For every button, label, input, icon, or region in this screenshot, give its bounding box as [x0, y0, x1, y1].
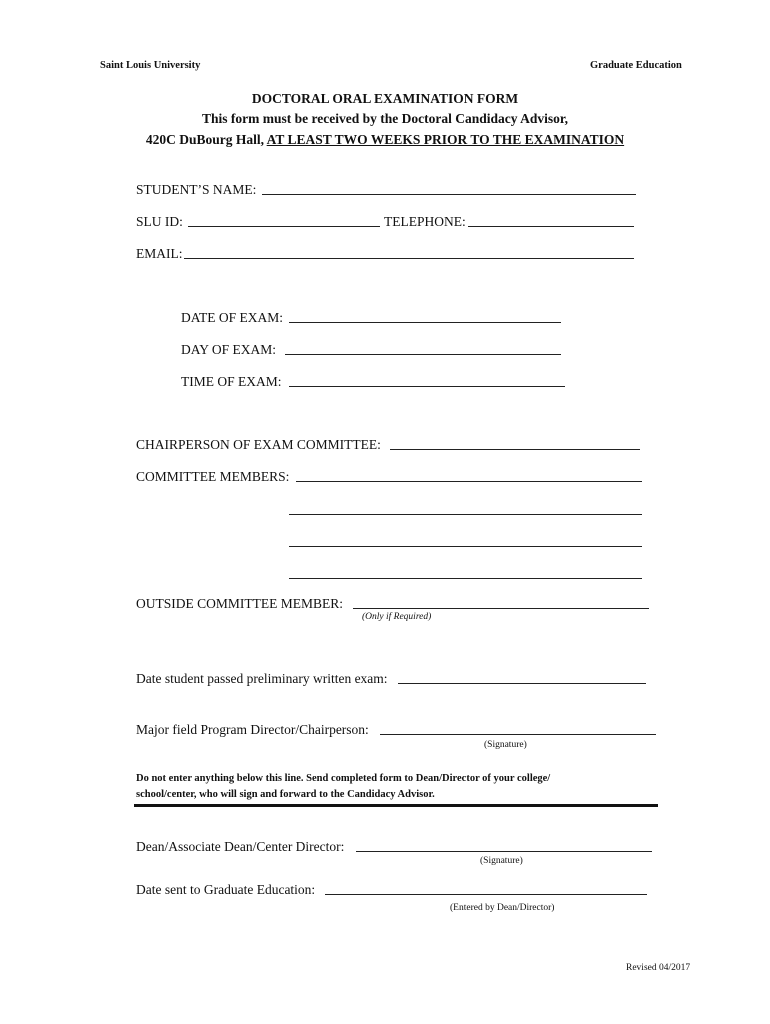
chairperson-field[interactable]	[390, 436, 640, 450]
revision-date: Revised 04/2017	[626, 963, 691, 973]
slu-id-label: SLU ID:	[136, 214, 183, 229]
exam-date-label: DATE OF EXAM:	[181, 310, 284, 325]
exam-day-label: DAY OF EXAM:	[181, 342, 277, 357]
prelim-date-field[interactable]	[398, 670, 646, 684]
form-instruction: This form must be received by the Doctoral Candidacy Advisor,	[202, 111, 568, 126]
email-field[interactable]	[184, 245, 634, 259]
chairperson-label: CHAIRPERSON OF EXAM COMMITTEE:	[136, 437, 381, 452]
slu-id-field[interactable]	[188, 213, 380, 227]
committee-member-field-3[interactable]	[289, 533, 642, 547]
student-name-label: STUDENT’S NAME:	[136, 182, 257, 197]
office-use-notice	[136, 771, 676, 803]
director-signature-field[interactable]	[380, 721, 656, 735]
email-label: EMAIL:	[136, 246, 183, 261]
department-name: Graduate Education	[590, 60, 682, 71]
telephone-field[interactable]	[468, 213, 634, 227]
outside-member-field[interactable]	[353, 595, 649, 609]
dean-signature-note: (Signature)	[480, 856, 523, 866]
committee-member-field-2[interactable]	[289, 501, 642, 515]
telephone-label: TELEPHONE:	[384, 214, 466, 229]
outside-member-note: (Only if Required)	[362, 612, 432, 622]
prelim-date-label: Date student passed preliminary written exam:	[136, 671, 388, 686]
date-sent-label: Date sent to Graduate Education:	[136, 882, 316, 897]
director-label: Major field Program Director/Chairperson:	[136, 722, 369, 737]
date-sent-note: (Entered by Dean/Director)	[450, 903, 555, 913]
form-title: DOCTORAL ORAL EXAMINATION FORM	[251, 91, 519, 106]
exam-time-label: TIME OF EXAM:	[181, 374, 282, 389]
outside-member-label: OUTSIDE COMMITTEE MEMBER:	[136, 596, 343, 611]
university-name: Saint Louis University	[100, 60, 201, 71]
director-signature-note: (Signature)	[484, 740, 527, 750]
dean-signature-field[interactable]	[356, 838, 652, 852]
notice-line-2: school/center, who will sign and forward to the Candidacy Advisor.	[136, 789, 435, 800]
committee-member-field-1[interactable]	[296, 468, 642, 482]
form-deadline	[0, 132, 770, 148]
committee-member-field-4[interactable]	[289, 565, 642, 579]
exam-day-field[interactable]	[285, 341, 561, 355]
exam-date-field[interactable]	[289, 309, 561, 323]
committee-members-label: COMMITTEE MEMBERS:	[136, 469, 290, 484]
student-name-field[interactable]	[262, 181, 636, 195]
exam-time-field[interactable]	[289, 373, 565, 387]
dean-label: Dean/Associate Dean/Center Director:	[136, 839, 345, 854]
notice-line-1: Do not enter anything below this line. Send completed form to Dean/Director of your college/	[136, 773, 551, 784]
section-divider	[134, 804, 658, 807]
deadline-emphasis: AT LEAST TWO WEEKS PRIOR TO THE EXAMINATION	[266, 132, 625, 147]
date-sent-field[interactable]	[325, 881, 647, 895]
deadline-location: 420C DuBourg Hall,	[145, 132, 267, 147]
